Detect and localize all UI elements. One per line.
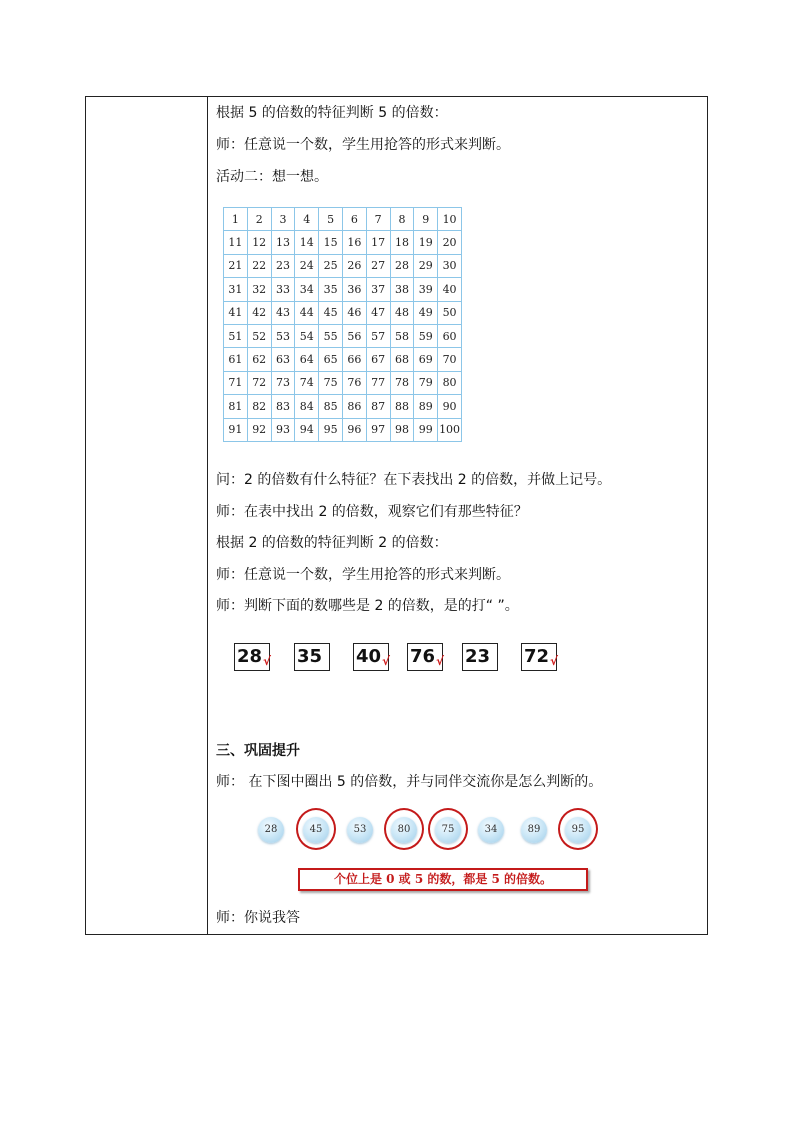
chart-cell: 41 xyxy=(224,301,248,324)
chart-cell: 100 xyxy=(438,418,462,441)
chart-row xyxy=(224,348,462,371)
section-title: 三、巩固提升 xyxy=(216,743,300,759)
chart-cell: 55 xyxy=(319,324,343,347)
chart-cell: 68 xyxy=(390,348,414,371)
chart-cell: 16 xyxy=(342,231,366,254)
chart-cell: 93 xyxy=(271,418,295,441)
text-line-1: 根据 5 的倍数的特征判断 5 的倍数： xyxy=(216,105,448,121)
chart-cell: 89 xyxy=(414,395,438,418)
chart-cell: 88 xyxy=(390,395,414,418)
number-ball: 75 xyxy=(435,817,461,843)
text-line-7: 师：任意说一个数，学生用抢答的形式来判断。 xyxy=(216,567,510,583)
chart-cell: 59 xyxy=(414,324,438,347)
hundred-chart xyxy=(223,207,462,442)
text-line-2: 师：任意说一个数，学生用抢答的形式来判断。 xyxy=(216,137,510,153)
chart-cell: 65 xyxy=(319,348,343,371)
chart-cell: 91 xyxy=(224,418,248,441)
chart-cell: 45 xyxy=(319,301,343,324)
chart-cell: 24 xyxy=(295,254,319,277)
chart-cell: 57 xyxy=(366,324,390,347)
number-ball: 34 xyxy=(478,817,504,843)
chart-cell: 31 xyxy=(224,278,248,301)
number-ball: 53 xyxy=(347,817,373,843)
chart-row xyxy=(224,278,462,301)
chart-cell: 71 xyxy=(224,371,248,394)
chart-cell: 86 xyxy=(342,395,366,418)
chart-cell: 84 xyxy=(295,395,319,418)
chart-cell: 37 xyxy=(366,278,390,301)
number-box xyxy=(353,643,389,671)
chart-cell: 64 xyxy=(295,348,319,371)
chart-cell: 48 xyxy=(390,301,414,324)
number-box-value: 28 xyxy=(237,646,263,667)
number-box xyxy=(462,643,498,671)
chart-cell: 50 xyxy=(438,301,462,324)
text-line-10: 师：你说我答 xyxy=(216,910,300,926)
chart-cell: 21 xyxy=(224,254,248,277)
number-ball: 28 xyxy=(258,817,284,843)
chart-cell: 14 xyxy=(295,231,319,254)
chart-cell: 3 xyxy=(271,208,295,231)
chart-cell: 98 xyxy=(390,418,414,441)
chart-cell: 33 xyxy=(271,278,295,301)
chart-cell: 32 xyxy=(247,278,271,301)
chart-cell: 11 xyxy=(224,231,248,254)
check-mark-icon: √ xyxy=(435,654,444,668)
chart-cell: 75 xyxy=(319,371,343,394)
chart-cell: 81 xyxy=(224,395,248,418)
chart-cell: 51 xyxy=(224,324,248,347)
check-mark-icon: √ xyxy=(549,654,558,668)
chart-cell: 79 xyxy=(414,371,438,394)
chart-cell: 38 xyxy=(390,278,414,301)
chart-cell: 46 xyxy=(342,301,366,324)
text-line-6: 根据 2 的倍数的特征判断 2 的倍数： xyxy=(216,535,448,551)
chart-cell: 66 xyxy=(342,348,366,371)
chart-cell: 54 xyxy=(295,324,319,347)
chart-cell: 27 xyxy=(366,254,390,277)
number-box-value: 35 xyxy=(297,646,323,667)
chart-cell: 9 xyxy=(414,208,438,231)
chart-cell: 25 xyxy=(319,254,343,277)
chart-cell: 97 xyxy=(366,418,390,441)
chart-cell: 69 xyxy=(414,348,438,371)
chart-cell: 22 xyxy=(247,254,271,277)
chart-cell: 26 xyxy=(342,254,366,277)
chart-cell: 43 xyxy=(271,301,295,324)
chart-cell: 74 xyxy=(295,371,319,394)
chart-cell: 39 xyxy=(414,278,438,301)
chart-cell: 56 xyxy=(342,324,366,347)
chart-cell: 18 xyxy=(390,231,414,254)
chart-cell: 35 xyxy=(319,278,343,301)
chart-cell: 8 xyxy=(390,208,414,231)
chart-row xyxy=(224,371,462,394)
content-cell xyxy=(208,97,707,934)
chart-row xyxy=(224,395,462,418)
text-line-8: 师：判断下面的数哪些是 2 的倍数，是的打“ ”。 xyxy=(216,598,519,614)
chart-cell: 4 xyxy=(295,208,319,231)
chart-cell: 96 xyxy=(342,418,366,441)
chart-cell: 67 xyxy=(366,348,390,371)
number-box xyxy=(407,643,443,671)
chart-cell: 19 xyxy=(414,231,438,254)
chart-cell: 2 xyxy=(247,208,271,231)
chart-cell: 23 xyxy=(271,254,295,277)
chart-cell: 87 xyxy=(366,395,390,418)
chart-cell: 10 xyxy=(438,208,462,231)
chart-cell: 58 xyxy=(390,324,414,347)
chart-cell: 30 xyxy=(438,254,462,277)
chart-row xyxy=(224,301,462,324)
rule-note: 个位上是 0 或 5 的数，都是 5 的倍数。 xyxy=(298,868,588,891)
chart-cell: 62 xyxy=(247,348,271,371)
chart-cell: 53 xyxy=(271,324,295,347)
chart-cell: 73 xyxy=(271,371,295,394)
number-box xyxy=(521,643,557,671)
chart-cell: 92 xyxy=(247,418,271,441)
text-line-4: 问：2 的倍数有什么特征？在下表找出 2 的倍数，并做上记号。 xyxy=(216,472,612,488)
lesson-table xyxy=(85,96,708,935)
chart-cell: 12 xyxy=(247,231,271,254)
chart-cell: 83 xyxy=(271,395,295,418)
chart-cell: 77 xyxy=(366,371,390,394)
chart-cell: 34 xyxy=(295,278,319,301)
chart-cell: 49 xyxy=(414,301,438,324)
chart-cell: 17 xyxy=(366,231,390,254)
chart-cell: 90 xyxy=(438,395,462,418)
check-mark-icon: √ xyxy=(262,654,271,668)
chart-cell: 42 xyxy=(247,301,271,324)
chart-row xyxy=(224,208,462,231)
chart-cell: 60 xyxy=(438,324,462,347)
chart-cell: 40 xyxy=(438,278,462,301)
chart-cell: 7 xyxy=(366,208,390,231)
number-box xyxy=(234,643,270,671)
chart-cell: 94 xyxy=(295,418,319,441)
chart-row xyxy=(224,418,462,441)
chart-cell: 95 xyxy=(319,418,343,441)
chart-cell: 5 xyxy=(319,208,343,231)
chart-cell: 15 xyxy=(319,231,343,254)
chart-row xyxy=(224,231,462,254)
chart-cell: 76 xyxy=(342,371,366,394)
chart-cell: 47 xyxy=(366,301,390,324)
chart-cell: 72 xyxy=(247,371,271,394)
chart-cell: 36 xyxy=(342,278,366,301)
chart-cell: 20 xyxy=(438,231,462,254)
chart-cell: 82 xyxy=(247,395,271,418)
number-box-value: 23 xyxy=(465,646,491,667)
chart-row xyxy=(224,324,462,347)
chart-cell: 13 xyxy=(271,231,295,254)
number-ball: 80 xyxy=(391,817,417,843)
number-ball: 45 xyxy=(303,817,329,843)
text-line-3: 活动二：想一想。 xyxy=(216,169,328,185)
chart-cell: 44 xyxy=(295,301,319,324)
chart-cell: 61 xyxy=(224,348,248,371)
number-ball: 95 xyxy=(565,817,591,843)
chart-cell: 28 xyxy=(390,254,414,277)
chart-cell: 6 xyxy=(342,208,366,231)
number-ball: 89 xyxy=(521,817,547,843)
number-box-value: 72 xyxy=(524,646,550,667)
number-box-value: 76 xyxy=(410,646,436,667)
chart-cell: 85 xyxy=(319,395,343,418)
chart-cell: 99 xyxy=(414,418,438,441)
chart-cell: 63 xyxy=(271,348,295,371)
text-line-9: 师： 在下图中圈出 5 的倍数，并与同伴交流你是怎么判断的。 xyxy=(216,774,603,790)
chart-cell: 52 xyxy=(247,324,271,347)
number-box xyxy=(294,643,330,671)
check-mark-icon: √ xyxy=(381,654,390,668)
number-box-value: 40 xyxy=(356,646,382,667)
chart-cell: 1 xyxy=(224,208,248,231)
chart-row xyxy=(224,254,462,277)
chart-cell: 80 xyxy=(438,371,462,394)
text-line-5: 师：在表中找出 2 的倍数，观察它们有那些特征？ xyxy=(216,504,528,520)
chart-cell: 29 xyxy=(414,254,438,277)
chart-cell: 78 xyxy=(390,371,414,394)
chart-cell: 70 xyxy=(438,348,462,371)
